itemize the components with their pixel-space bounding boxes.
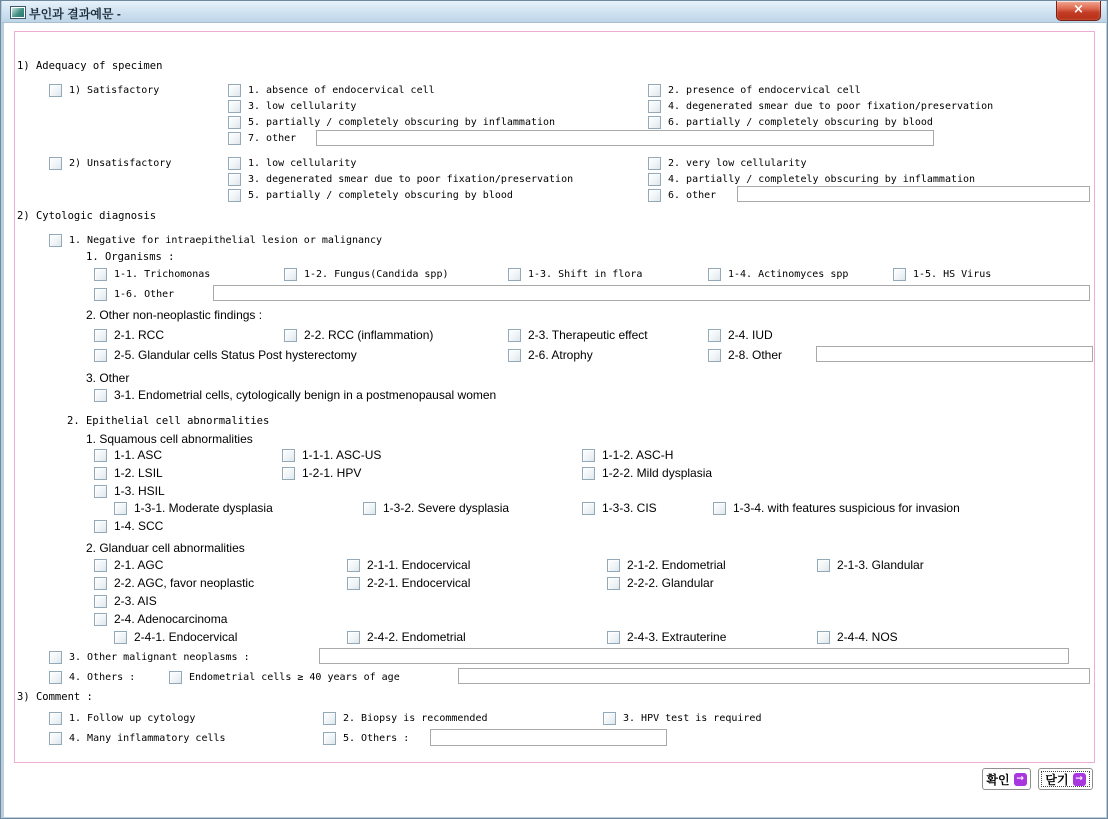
checkbox[interactable] <box>648 100 661 113</box>
checkbox[interactable] <box>817 631 830 644</box>
adequacy-heading: 1) Adequacy of specimen <box>17 60 163 72</box>
opt-gl-2-1-2[interactable]: 2-1-2. Endometrial <box>607 558 726 572</box>
checkbox[interactable] <box>582 502 595 515</box>
opt-gl-2-4-2[interactable]: 2-4-2. Endometrial <box>347 630 466 644</box>
opt-satisfactory[interactable]: 1) Satisfactory <box>49 83 159 97</box>
checkbox[interactable] <box>648 157 661 170</box>
checkbox[interactable] <box>228 116 241 129</box>
opt-nn-2-6[interactable]: 2-6. Atrophy <box>508 348 593 362</box>
opt-sq-1-3-2[interactable]: 1-3-2. Severe dysplasia <box>363 501 509 515</box>
checkbox[interactable] <box>603 712 616 725</box>
opt-comment-3[interactable]: 3. HPV test is required <box>603 711 761 725</box>
checkbox[interactable] <box>94 520 107 533</box>
others-input[interactable] <box>458 668 1090 684</box>
opt-nn-2-3[interactable]: 2-3. Therapeutic effect <box>508 328 648 342</box>
opt-unsatisfactory[interactable]: 2) Unsatisfactory <box>49 156 171 170</box>
opt-sat-5[interactable]: 5. partially / completely obscuring by inflammation <box>228 115 555 129</box>
opt-unsat-5[interactable]: 5. partially / completely obscuring by blood <box>228 188 513 202</box>
opt-org-1-3[interactable]: 1-3. Shift in flora <box>508 267 642 281</box>
cytologic-heading: 2) Cytologic diagnosis <box>17 210 157 222</box>
opt-gl-2-4-1[interactable]: 2-4-1. Endocervical <box>114 630 237 644</box>
opt-comment-1[interactable]: 1. Follow up cytology <box>49 711 195 725</box>
checkbox[interactable] <box>508 268 521 281</box>
checkbox[interactable] <box>893 268 906 281</box>
opt-sq-1-4[interactable]: 1-4. SCC <box>94 519 163 533</box>
opt-sat-3[interactable]: 3. low cellularity <box>228 99 356 113</box>
checkbox[interactable] <box>169 671 182 684</box>
opt-gl-2-1-1[interactable]: 2-1-1. Endocervical <box>347 558 470 572</box>
checkbox[interactable] <box>508 349 521 362</box>
checkbox[interactable] <box>94 329 107 342</box>
checkbox[interactable] <box>49 671 62 684</box>
checkbox[interactable] <box>708 349 721 362</box>
close-button-label: 닫기 <box>1045 772 1069 787</box>
checkbox[interactable] <box>49 651 62 664</box>
opt-comment-2[interactable]: 2. Biopsy is recommended <box>323 711 488 725</box>
checkbox[interactable] <box>582 449 595 462</box>
checkbox[interactable] <box>228 189 241 202</box>
opt-nn-2-8[interactable]: 2-8. Other <box>708 348 782 362</box>
checkbox[interactable] <box>228 84 241 97</box>
glandular-heading: 2. Glanduar cell abnormalities <box>86 541 245 555</box>
close-button[interactable] <box>1038 768 1093 790</box>
opt-unsat-6[interactable]: 6. other <box>648 188 716 202</box>
app-icon <box>10 6 26 19</box>
checkbox[interactable] <box>228 173 241 186</box>
checkbox[interactable] <box>323 712 336 725</box>
opt-unsat-3[interactable]: 3. degenerated smear due to poor fixation/preservation <box>228 172 573 186</box>
opt-sat-6[interactable]: 6. partially / completely obscuring by blood <box>648 115 933 129</box>
checkbox[interactable] <box>94 613 107 626</box>
checkbox[interactable] <box>347 559 360 572</box>
opt-others-endometrial[interactable]: Endometrial cells ≥ 40 years of age <box>169 670 400 684</box>
opt-unsat-2[interactable]: 2. very low cellularity <box>648 156 806 170</box>
opt-sat-4[interactable]: 4. degenerated smear due to poor fixation/preservation <box>648 99 993 113</box>
unsatisfactory-other-input[interactable] <box>737 186 1090 202</box>
opt-sq-1-2[interactable]: 1-2. LSIL <box>94 466 163 480</box>
opt-org-1-6[interactable]: 1-6. Other <box>94 287 174 301</box>
organisms-heading: 1. Organisms : <box>86 251 175 263</box>
checkbox[interactable] <box>817 559 830 572</box>
opt-gl-2-2[interactable]: 2-2. AGC, favor neoplastic <box>94 576 254 590</box>
arrow-icon: → <box>1014 773 1027 786</box>
satisfactory-other-input[interactable] <box>316 130 934 146</box>
checkbox[interactable] <box>94 268 107 281</box>
opt-other-3-1[interactable]: 3-1. Endometrial cells, cytologically benign in a postmenopausal women <box>94 388 496 402</box>
window-title: 부인과 결과예문 - <box>29 7 121 21</box>
checkbox[interactable] <box>94 467 107 480</box>
checkbox[interactable] <box>607 559 620 572</box>
checkbox[interactable] <box>708 329 721 342</box>
comment-others-input[interactable] <box>430 729 667 746</box>
checkbox[interactable] <box>648 84 661 97</box>
checkbox[interactable] <box>282 449 295 462</box>
opt-org-1-1[interactable]: 1-1. Trichomonas <box>94 267 210 281</box>
checkbox[interactable] <box>708 268 721 281</box>
opt-gl-2-2-1[interactable]: 2-2-1. Endocervical <box>347 576 470 590</box>
opt-sq-1-1-1[interactable]: 1-1-1. ASC-US <box>282 448 381 462</box>
opt-sq-1-1-2[interactable]: 1-1-2. ASC-H <box>582 448 673 462</box>
opt-sat-7[interactable]: 7. other <box>228 131 296 145</box>
opt-malignant[interactable]: 3. Other malignant neoplasms : <box>49 650 250 664</box>
other3-heading: 3. Other <box>86 371 130 385</box>
checkbox[interactable] <box>94 449 107 462</box>
checkbox[interactable] <box>347 631 360 644</box>
close-icon: × <box>1073 2 1084 17</box>
opt-nn-2-1[interactable]: 2-1. RCC <box>94 328 164 342</box>
nonneoplastic-other-input[interactable] <box>816 346 1093 362</box>
checkbox[interactable] <box>49 732 62 745</box>
checkbox[interactable] <box>114 631 127 644</box>
confirm-button[interactable] <box>982 768 1031 790</box>
opt-org-1-2[interactable]: 1-2. Fungus(Candida spp) <box>284 267 449 281</box>
malignant-neoplasms-input[interactable] <box>319 648 1069 664</box>
comment-heading: 3) Comment : <box>17 691 93 703</box>
opt-sq-1-2-2[interactable]: 1-2-2. Mild dysplasia <box>582 466 712 480</box>
opt-gl-2-3[interactable]: 2-3. AIS <box>94 594 157 608</box>
checkbox[interactable] <box>49 234 62 247</box>
confirm-button-label: 확인 <box>986 772 1010 787</box>
checkbox[interactable] <box>323 732 336 745</box>
opt-sq-1-3[interactable]: 1-3. HSIL <box>94 484 165 498</box>
organisms-other-input[interactable] <box>213 285 1090 301</box>
checkbox[interactable] <box>607 631 620 644</box>
checkbox[interactable] <box>228 157 241 170</box>
opt-comment-4[interactable]: 4. Many inflammatory cells <box>49 731 226 745</box>
non-neoplastic-heading: 2. Other non-neoplastic findings : <box>86 308 263 322</box>
opt-comment-5[interactable]: 5. Others : <box>323 731 409 745</box>
checkbox[interactable] <box>94 288 107 301</box>
opt-sq-1-1[interactable]: 1-1. ASC <box>94 448 162 462</box>
opt-sq-1-3-1[interactable]: 1-3-1. Moderate dysplasia <box>114 501 273 515</box>
checkbox[interactable] <box>284 329 297 342</box>
opt-sat-2[interactable]: 2. presence of endocervical cell <box>648 83 861 97</box>
checkbox[interactable] <box>648 189 661 202</box>
checkbox[interactable] <box>228 132 241 145</box>
opt-gl-2-4-3[interactable]: 2-4-3. Extrauterine <box>607 630 726 644</box>
checkbox[interactable] <box>49 84 62 97</box>
checkbox[interactable] <box>607 577 620 590</box>
opt-nn-2-2[interactable]: 2-2. RCC (inflammation) <box>284 328 433 342</box>
squamous-heading: 1. Squamous cell abnormalities <box>86 432 253 446</box>
opt-gl-2-1[interactable]: 2-1. AGC <box>94 558 163 572</box>
opt-gl-2-1-3[interactable]: 2-1-3. Glandular <box>817 558 924 572</box>
opt-gl-2-4-4[interactable]: 2-4-4. NOS <box>817 630 898 644</box>
opt-gl-2-4[interactable]: 2-4. Adenocarcinoma <box>94 612 227 626</box>
opt-unsat-4[interactable]: 4. partially / completely obscuring by inflammation <box>648 172 975 186</box>
checkbox[interactable] <box>347 577 360 590</box>
checkbox[interactable] <box>114 502 127 515</box>
checkbox[interactable] <box>582 467 595 480</box>
checkbox[interactable] <box>282 467 295 480</box>
checkbox[interactable] <box>648 173 661 186</box>
checkbox[interactable] <box>49 157 62 170</box>
checkbox[interactable] <box>284 268 297 281</box>
opt-nn-2-4[interactable]: 2-4. IUD <box>708 328 773 342</box>
checkbox[interactable] <box>228 100 241 113</box>
checkbox[interactable] <box>94 559 107 572</box>
checkbox[interactable] <box>49 712 62 725</box>
opt-sq-1-3-4[interactable]: 1-3-4. with features suspicious for invasion <box>713 501 960 515</box>
arrow-icon: → <box>1073 773 1086 786</box>
opt-negative[interactable]: 1. Negative for intraepithelial lesion or malignancy <box>49 233 382 247</box>
opt-sat-1[interactable]: 1. absence of endocervical cell <box>228 83 435 97</box>
title-bar[interactable] <box>2 1 1106 23</box>
opt-org-1-4[interactable]: 1-4. Actinomyces spp <box>708 267 848 281</box>
checkbox[interactable] <box>94 389 107 402</box>
opt-gl-2-2-2[interactable]: 2-2-2. Glandular <box>607 576 714 590</box>
opt-nn-2-5[interactable]: 2-5. Glandular cells Status Post hysterectomy <box>94 348 357 362</box>
opt-sq-1-2-1[interactable]: 1-2-1. HPV <box>282 466 361 480</box>
checkbox[interactable] <box>94 595 107 608</box>
checkbox[interactable] <box>648 116 661 129</box>
checkbox[interactable] <box>94 485 107 498</box>
epithelial-heading: 2. Epithelial cell abnormalities <box>67 415 270 427</box>
checkbox[interactable] <box>363 502 376 515</box>
checkbox[interactable] <box>94 349 107 362</box>
opt-others[interactable]: 4. Others : <box>49 670 135 684</box>
checkbox[interactable] <box>94 577 107 590</box>
opt-org-1-5[interactable]: 1-5. HS Virus <box>893 267 991 281</box>
opt-unsat-1[interactable]: 1. low cellularity <box>228 156 356 170</box>
close-window-button[interactable] <box>1056 1 1101 21</box>
opt-sq-1-3-3[interactable]: 1-3-3. CIS <box>582 501 657 515</box>
checkbox[interactable] <box>713 502 726 515</box>
checkbox[interactable] <box>508 329 521 342</box>
